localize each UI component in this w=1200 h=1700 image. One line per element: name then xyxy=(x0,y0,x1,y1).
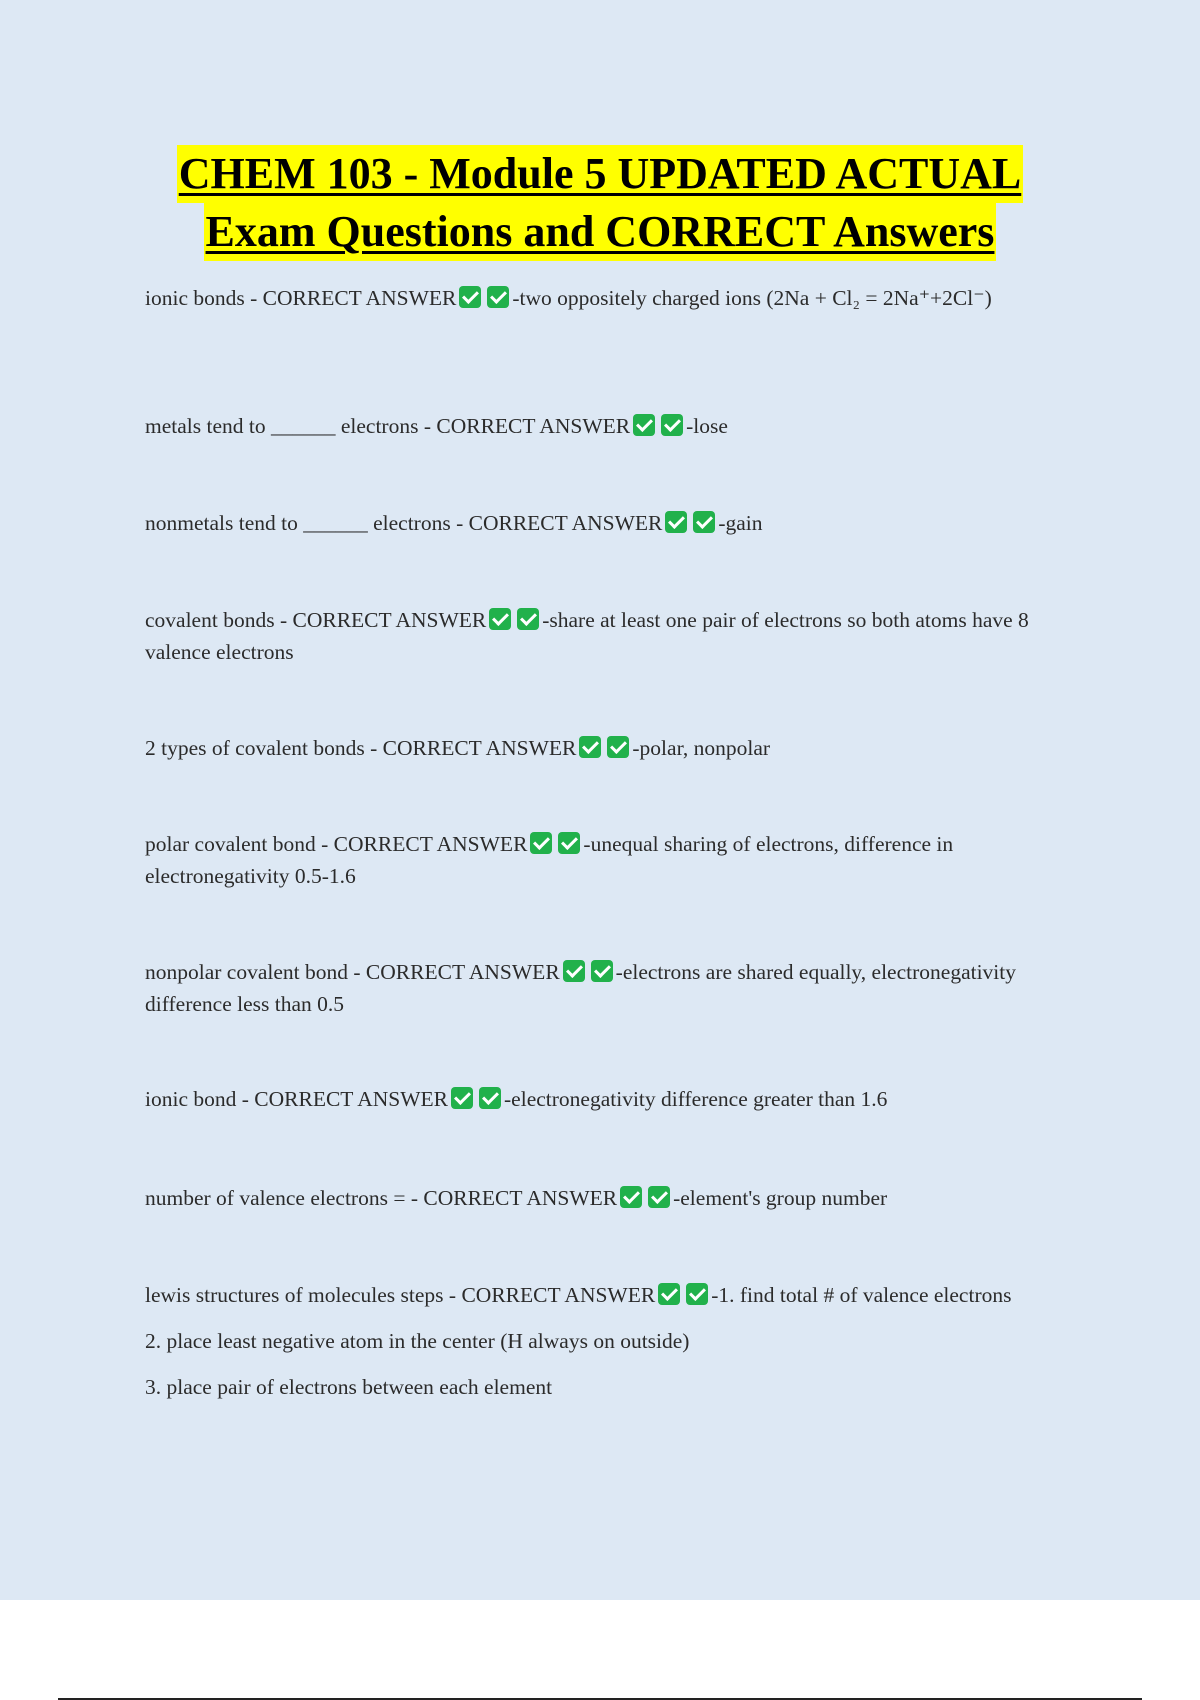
qa-item xyxy=(145,282,1085,314)
step-text: 2. place least negative atom in the center (H always on outside) xyxy=(145,1329,690,1353)
question-text: covalent bonds xyxy=(145,608,275,632)
check-mark-icon xyxy=(665,511,687,533)
answer-marker: - CORRECT ANSWER xyxy=(370,736,577,760)
question-text: number of valence electrons = xyxy=(145,1186,406,1210)
qa-item xyxy=(145,1083,1085,1115)
check-mark-icon xyxy=(558,832,580,854)
qa-item xyxy=(145,604,1085,668)
check-mark-icon xyxy=(591,960,613,982)
qa-item xyxy=(145,732,1085,764)
qa-item xyxy=(145,410,1085,442)
check-mark-icon xyxy=(563,960,585,982)
check-mark-icon xyxy=(451,1087,473,1109)
answer-text: -polar, nonpolar xyxy=(632,736,771,760)
qa-item xyxy=(145,1182,1085,1214)
check-mark-icon xyxy=(658,1283,680,1305)
qa-item xyxy=(145,956,1085,1020)
step-text: 3. place pair of electrons between each element xyxy=(145,1375,553,1399)
check-mark-icon xyxy=(489,608,511,630)
answer-marker: - CORRECT ANSWER xyxy=(241,1087,449,1111)
answer-text: -unequal sharing of electrons, difference in electronegativity 0.5-1.6 xyxy=(145,832,954,888)
answer-marker: - CORRECT ANSWER xyxy=(279,608,487,632)
answer-marker: - CORRECT ANSWER xyxy=(423,414,631,438)
check-mark-icon xyxy=(579,736,601,758)
qa-item xyxy=(145,507,1085,539)
check-mark-icon xyxy=(633,414,655,436)
question-text: polar covalent bond xyxy=(145,832,316,856)
title-line-1: CHEM 103 - Module 5 UPDATED ACTUAL xyxy=(177,145,1024,203)
question-text: 2 types of covalent bonds xyxy=(145,736,365,760)
question-text: nonpolar covalent bond xyxy=(145,960,349,984)
check-mark-icon xyxy=(487,286,509,308)
check-mark-icon xyxy=(530,832,552,854)
question-text: ionic bonds xyxy=(145,286,245,310)
answer-marker: - CORRECT ANSWER xyxy=(353,960,560,984)
qa-item xyxy=(145,1279,1085,1403)
check-mark-icon xyxy=(693,511,715,533)
check-mark-icon xyxy=(459,286,481,308)
answer-text: -element's group number xyxy=(673,1186,888,1210)
answer-text: -share at least one pair of electrons so both atoms have 8 valence electrons xyxy=(145,608,1029,664)
check-mark-icon xyxy=(661,414,683,436)
question-text: nonmetals tend to ______ electrons xyxy=(145,511,451,535)
answer-marker: - CORRECT ANSWER xyxy=(410,1186,618,1210)
check-mark-icon xyxy=(686,1283,708,1305)
answer-marker: - CORRECT ANSWER xyxy=(448,1283,656,1307)
check-mark-icon xyxy=(479,1087,501,1109)
document-title xyxy=(60,145,1140,261)
check-mark-icon xyxy=(517,608,539,630)
answer-marker: - CORRECT ANSWER xyxy=(321,832,528,856)
check-mark-icon xyxy=(607,736,629,758)
answer-marker: - CORRECT ANSWER xyxy=(456,511,663,535)
qa-item xyxy=(145,828,1085,892)
check-mark-icon xyxy=(620,1186,642,1208)
question-text: metals tend to ______ electrons xyxy=(145,414,419,438)
answer-text: -electrons are shared equally, electronegativity difference less than 0.5 xyxy=(145,960,1016,1016)
title-line-2: Exam Questions and CORRECT Answers xyxy=(204,203,997,261)
answer-text: -lose xyxy=(686,414,728,438)
answer-text: -two oppositely charged ions (2Na + Cl₂ = 2Na⁺+2Cl⁻) xyxy=(512,286,992,310)
question-text: lewis structures of molecules steps xyxy=(145,1283,444,1307)
answer-text: -gain xyxy=(718,511,763,535)
question-text: ionic bond xyxy=(145,1087,237,1111)
check-mark-icon xyxy=(648,1186,670,1208)
answer-text: -1. find total # of valence electrons xyxy=(711,1283,1012,1307)
answer-marker: - CORRECT ANSWER xyxy=(250,286,457,310)
answer-text: -electronegativity difference greater than 1.6 xyxy=(504,1087,888,1111)
